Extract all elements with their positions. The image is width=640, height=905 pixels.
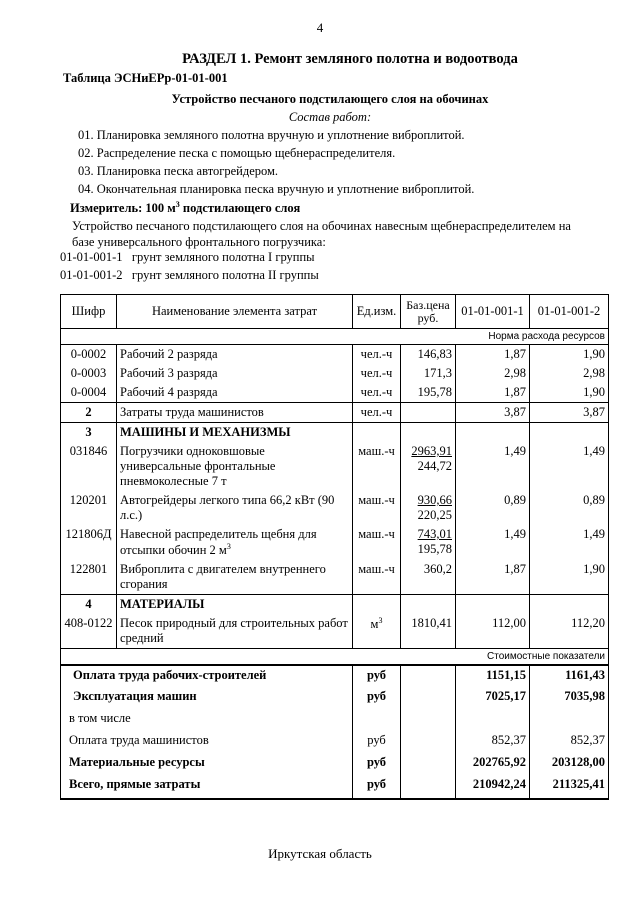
header-col1: 01-01-001-1 <box>456 295 530 329</box>
header-code: Шифр <box>61 295 117 329</box>
header-col2: 01-01-001-2 <box>530 295 609 329</box>
section-title: РАЗДЕЛ 1. Ремонт земляного полотна и водоотвода <box>182 51 518 67</box>
table-row: 0-0002 Рабочий 2 разряда чел.-ч 146,83 1,87 1,90 <box>61 345 609 365</box>
table-row: 120201 Автогрейдеры легкого типа 66,2 кВт (90 л.с.) маш.-ч 930,66 220,25 0,89 0,89 <box>61 491 609 525</box>
composition-label: Состав работ: <box>288 110 372 124</box>
table-row: 0-0004 Рабочий 4 разряда чел.-ч 195,78 1,87 1,90 <box>61 383 609 403</box>
code-description: 01-01-001-2 грунт земляного полотна II группы <box>60 268 319 282</box>
total-row: в том числе <box>61 709 609 731</box>
header-unit: Ед.изм. <box>353 295 401 329</box>
total-row: Оплата труда машинистов руб 852,37 852,37 <box>61 731 609 753</box>
header-price: Баз.цена руб. <box>401 295 456 329</box>
table-row: 408-0122 Песок природный для строительных работ средний $м^3$ 1810,41 112,00 112,20 <box>61 614 609 649</box>
measure-unit: Измеритель: 100 $м^3$ подстилающего слоя <box>70 200 301 216</box>
table-row: 2 Затраты труда машинистов чел.-ч 3,87 3,87 <box>61 403 609 423</box>
page-footer: Иркутская область <box>268 846 372 861</box>
header-name: Наименование элемента затрат <box>117 295 353 329</box>
work-title: Устройство песчаного подстилающего слоя на обочинах <box>171 92 489 106</box>
resource-table <box>60 294 609 800</box>
table-row: 3 МАШИНЫ И МЕХАНИЗМЫ <box>61 423 609 443</box>
total-row: Эксплуатация машин руб 7025,17 7035,98 <box>61 687 609 709</box>
total-row: Всего, прямые затраты руб 210942,24 211325,41 <box>61 775 609 799</box>
table-row: 0-0003 Рабочий 3 разряда чел.-ч 171,3 2,98 2,98 <box>61 364 609 383</box>
cost-label: Стоимостные показатели <box>61 649 609 666</box>
norm-label: Норма расхода ресурсов <box>61 329 609 345</box>
operation-item: 01. Планировка земляного полотна вручную и уплотнение виброплитой. <box>78 128 465 142</box>
table-row: 031846 Погрузчики одноковшовые универсальные фронтальные пневмоколесные 7 т маш.-ч 2963,91 244,72 1,49 1,49 <box>61 442 609 491</box>
table-title: Таблица ЭСНиЕРр-01-01-001 <box>63 71 228 85</box>
table-row: 4 МАТЕРИАЛЫ <box>61 595 609 615</box>
table-row: 122801 Виброплита с двигателем внутреннего сгорания маш.-ч 360,2 1,87 1,90 <box>61 560 609 595</box>
operation-item: 02. Распределение песка с помощью щебнераспределителя. <box>78 146 396 160</box>
page-number: 4 <box>316 20 324 35</box>
operation-item: 04. Окончательная планировка песка вручную и уплотнение виброплитой. <box>78 182 475 196</box>
total-row: Материальные ресурсы руб 202765,92 203128,00 <box>61 753 609 775</box>
table-row: 121806Д Навесной распределитель щебня для отсыпки обочин 2 $м^3$ маш.-ч 743,01 195,78 1,49 1,49 <box>61 525 609 560</box>
total-row: Оплата труда рабочих-строителей руб 1151,15 1161,43 <box>61 665 609 687</box>
code-description: 01-01-001-1 грунт земляного полотна I группы <box>60 250 315 264</box>
operation-item: 03. Планировка песка автогрейдером. <box>78 164 279 178</box>
work-description: Устройство песчаного подстилающего слоя на обочинах навесным щебнераспределителем на базе универсального фронтального погрузчика: <box>72 219 571 249</box>
